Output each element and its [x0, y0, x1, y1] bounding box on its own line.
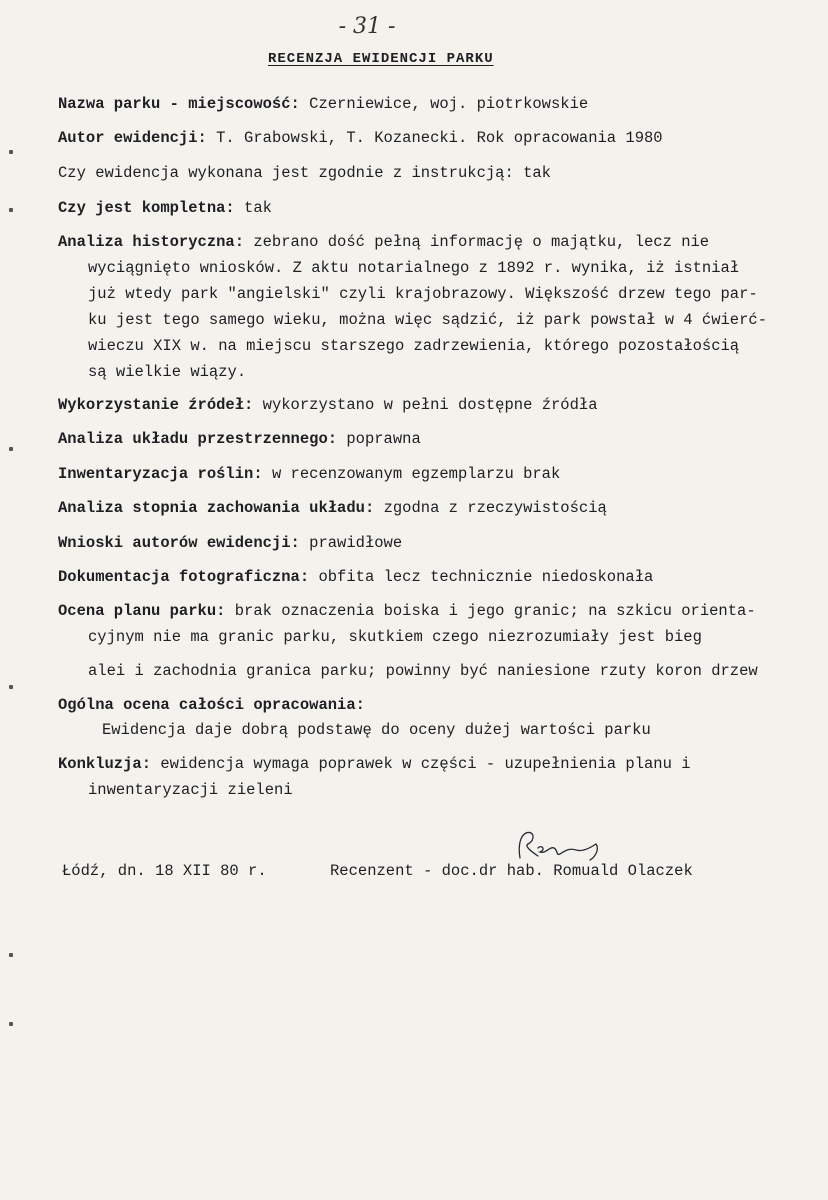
- margin-mark: [9, 447, 13, 451]
- line-plan-assessment: Ocena planu parku: brak oznaczenia boiska i jego granic; na szkicu orienta-: [58, 602, 756, 620]
- handwritten-signature: [510, 828, 610, 873]
- margin-mark: [9, 150, 13, 154]
- line-historical-3: już wtedy park "angielski" czyli krajobrazowy. Większość drzew tego par-: [88, 285, 758, 303]
- line-conclusion-2: inwentaryzacji zieleni: [88, 781, 293, 799]
- line-author: Autor ewidencji: T. Grabowski, T. Kozanecki. Rok opracowania 1980: [58, 129, 663, 147]
- margin-mark: [9, 953, 13, 957]
- line-spatial-analysis: Analiza układu przestrzennego: poprawna: [58, 430, 421, 448]
- line-sources: Wykorzystanie źródeł: wykorzystano w pełni dostępne źródła: [58, 396, 598, 414]
- line-park-name: Nazwa parku - miejscowość: Czerniewice, woj. piotrkowskie: [58, 95, 589, 113]
- margin-mark: [9, 685, 13, 689]
- line-photo-docs: Dokumentacja fotograficzna: obfita lecz technicznie niedoskonała: [58, 568, 654, 586]
- line-historical-5: wieczu XIX w. na miejscu starszego zadrzewienia, którego pozostałością: [88, 337, 740, 355]
- line-conclusions: Wnioski autorów ewidencji: prawidłowe: [58, 534, 403, 552]
- line-plant-inventory: Inwentaryzacja roślin: w recenzowanym egzemplarzu brak: [58, 465, 561, 483]
- line-historical-6: są wielkie wiązy.: [88, 363, 247, 381]
- line-overall-2: Ewidencja daje dobrą podstawę do oceny dużej wartości parku: [102, 721, 651, 739]
- line-overall-assessment: Ogólna ocena całości opracowania:: [58, 696, 365, 714]
- line-conclusion: Konkluzja: ewidencja wymaga poprawek w części - uzupełnienia planu i: [58, 755, 691, 773]
- place-date: Łódź, dn. 18 XII 80 r.: [62, 862, 267, 880]
- line-historical-2: wyciągnięto wniosków. Z aktu notarialnego z 1892 r. wynika, iż istniał: [88, 259, 740, 277]
- line-plan-2: cyjnym nie ma granic parku, skutkiem czego niezrozumiały jest bieg: [88, 628, 702, 646]
- document-title: RECENZJA EWIDENCJI PARKU: [268, 51, 494, 67]
- page-number: - 31 -: [338, 14, 396, 39]
- reviewer-line: Recenzent - doc.dr hab. Romuald Olaczek: [330, 862, 693, 880]
- margin-mark: [9, 1022, 13, 1026]
- line-instruction: Czy ewidencja wykonana jest zgodnie z instrukcją: tak: [58, 164, 551, 182]
- line-historical-4: ku jest tego samego wieku, można więc sądzić, iż park powstał w 4 ćwierć-: [88, 311, 768, 329]
- line-plan-3: alei i zachodnia granica parku; powinny być naniesione rzuty koron drzew: [88, 662, 758, 680]
- line-historical-analysis: Analiza historyczna: zebrano dość pełną informację o majątku, lecz nie: [58, 233, 710, 251]
- line-preservation-analysis: Analiza stopnia zachowania układu: zgodna z rzeczywistością: [58, 499, 607, 517]
- margin-mark: [9, 208, 13, 212]
- line-complete: Czy jest kompletna: tak: [58, 199, 272, 217]
